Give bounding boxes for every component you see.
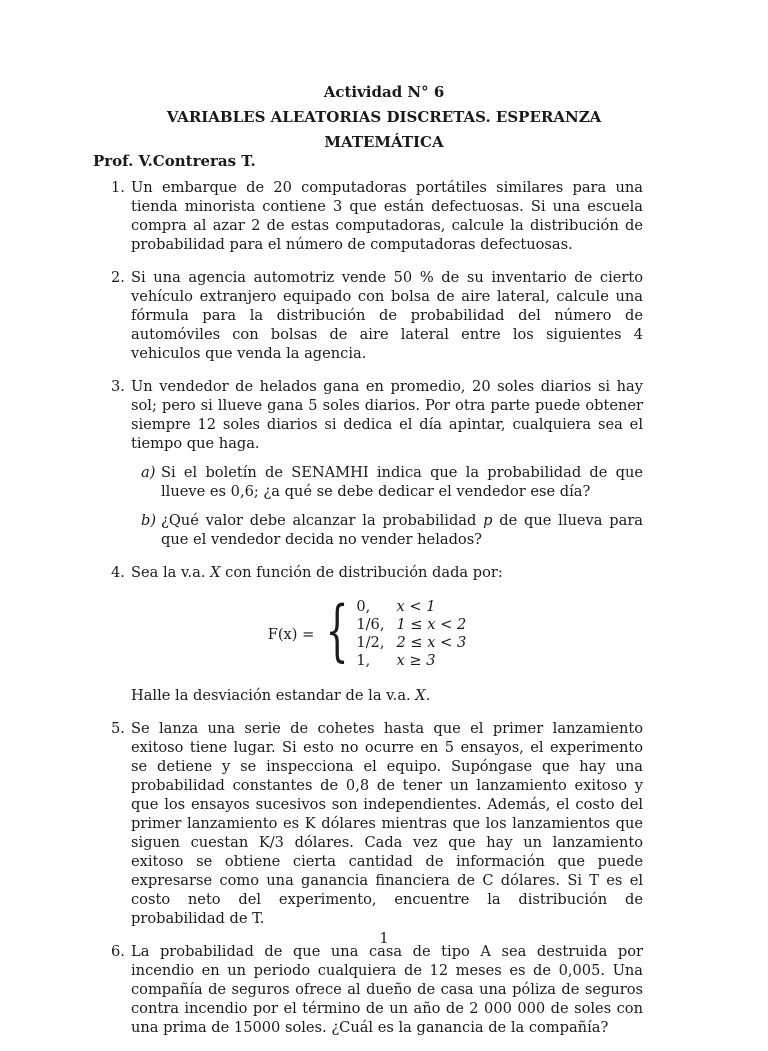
math-variable: p — [483, 512, 493, 529]
case-condition: x ≥ 3 — [396, 652, 436, 669]
math-variable: X — [210, 564, 221, 581]
problem-text — [131, 564, 503, 581]
text-fragment: ¿Qué valor debe alcanzar la probabilidad — [161, 512, 484, 529]
subproblem-a — [131, 463, 643, 501]
subproblem-label: a) — [141, 464, 156, 481]
problem-number: 1. — [111, 179, 125, 196]
author-line: Prof. V.Contreras T. — [93, 152, 256, 170]
distribution-function-equation — [91, 594, 643, 674]
problem-text: Un vendedor de helados gana en promedio, 20 soles diarios si hay sol; pero si llueve gana 5 soles diarios. Por otra parte puede obtener siempre 12 soles diarios si dedica el día apintar, cualquiera sea el tiempo que haga. — [131, 378, 643, 452]
case-value: 0, — [356, 598, 371, 615]
left-brace: { — [325, 592, 349, 669]
case-condition: x < 1 — [396, 598, 436, 615]
problem-text: La probabilidad de que una casa de tipo A sea destruida por incendio en un periodo cualquiera de 12 meses es de 0,005. Una compañía de seguros ofrece al dueño de casa una póliza de seguros contra incendio por el término de un año de 2 000 000 de soles con una prima de 15000 soles. ¿Cuál es la ganancia de la compañía? — [131, 943, 643, 1036]
case-condition: 1 ≤ x < 2 — [396, 616, 467, 633]
equation-lhs: F(x) = — [267, 625, 315, 643]
problem-4 — [93, 563, 643, 705]
problem-number: 6. — [111, 943, 125, 960]
subproblem-b — [131, 511, 643, 549]
problem-closing — [131, 686, 643, 705]
text-fragment: de que llueva para que el vendedor decida no vender helados? — [161, 512, 643, 548]
text-fragment: Sea la v.a. — [131, 564, 211, 581]
case-value: 1/6, — [356, 616, 385, 633]
problem-list — [93, 178, 643, 1051]
problem-text: Si una agencia automotriz vende 50 % de su inventario de cierto vehículo extranjero equipado con bolsa de aire lateral, calcule una fórmula para la distribución de probabilidad del número de automóviles con bolsas de aire lateral entre los siguientes 4 vehiculos que venda la agencia. — [131, 269, 643, 362]
problem-text: Un embarque de 20 computadoras portátiles similares para una tienda minorista contiene 3 que están defectuosas. Si una escuela compra al azar 2 de estas computadoras, calcule la distribución de probabilidad para el número de computadoras defectuosas. — [131, 179, 643, 253]
topic-title-line2: MATEMÁTICA — [324, 133, 444, 151]
subproblem-label: b) — [141, 512, 157, 529]
case-value: 1, — [356, 652, 371, 669]
subproblem-text — [161, 512, 643, 548]
page-number: 1 — [379, 930, 389, 947]
problem-6 — [93, 942, 643, 1037]
piecewise-cases — [356, 598, 466, 670]
subproblem-text: Si el boletín de SENAMHI indica que la probabilidad de que llueve es 0,6; ¿a qué se debe dedicar el vendedor ese día? — [161, 464, 643, 500]
problem-text: Se lanza una serie de cohetes hasta que el primer lanzamiento exitoso tiene lugar. Si esto no ocurre en 5 ensayos, el experimento se detiene y se inspecciona el equipo. Supóngase que hay una probabilidad constantes de 0,8 de tener un lanzamiento exitoso y que los ensayos sucesivos son independientes. Además, el costo del primer lanzamiento es K dólares mientras que los lanzamientos que siguen cuestan K/3 dólares. Cada vez que hay un lanzamiento exitoso se obtiene cierta cantidad de información que puede expresarse como una ganancia financiera de C dólares. Si T es el costo neto del experimento, encuentre la distribución de probabilidad de T. — [131, 720, 643, 927]
math-variable: X — [415, 687, 426, 704]
topic-title-line1: VARIABLES ALEATORIAS DISCRETAS. ESPERANZA — [166, 108, 602, 126]
text-fragment: con función de distribución dada por: — [220, 564, 503, 581]
text-fragment: Halle la desviación estandar de la v.a. — [131, 687, 416, 704]
problem-number: 2. — [111, 269, 125, 286]
problem-number: 3. — [111, 378, 125, 395]
case-condition: 2 ≤ x < 3 — [396, 634, 467, 651]
problem-1 — [93, 178, 643, 254]
problem-number: 4. — [111, 564, 125, 581]
problem-3 — [93, 377, 643, 549]
text-fragment: . — [425, 687, 431, 704]
activity-title: Actividad N° 6 — [323, 83, 445, 101]
title-block — [0, 80, 768, 155]
problem-number: 5. — [111, 720, 125, 737]
case-value: 1/2, — [356, 634, 385, 651]
problem-2 — [93, 268, 643, 363]
problem-5 — [93, 719, 643, 928]
